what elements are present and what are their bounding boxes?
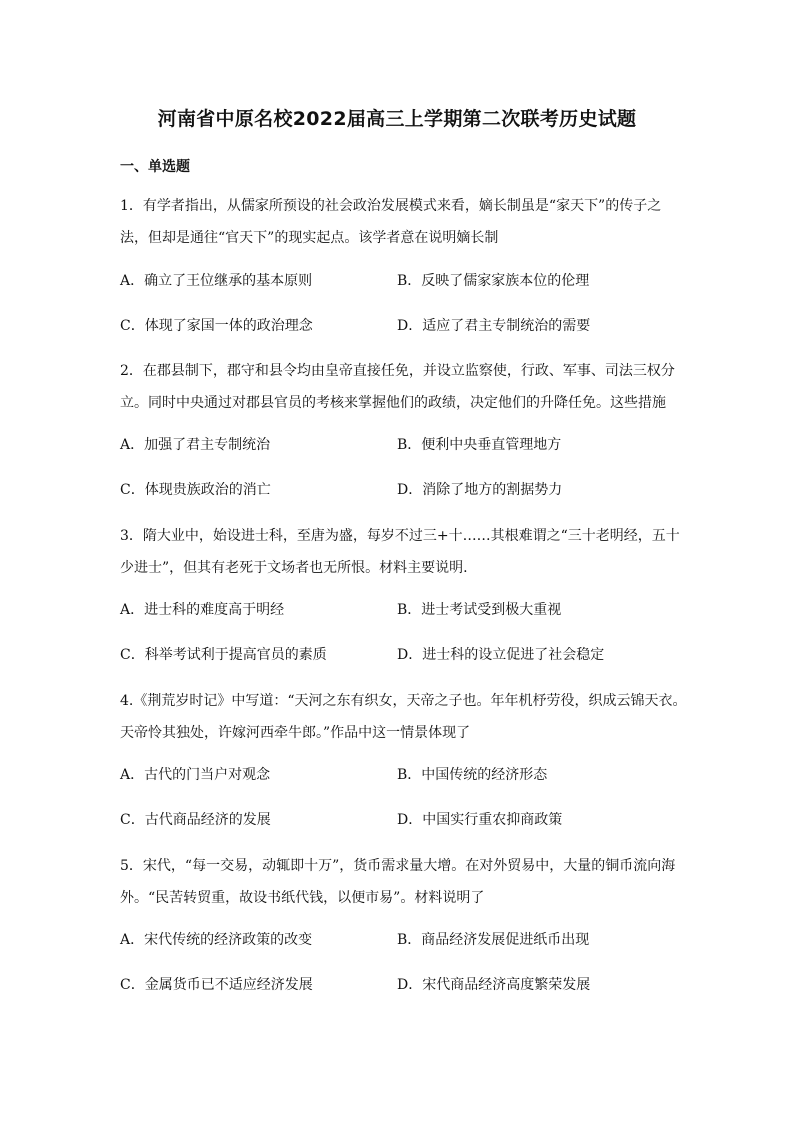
- page-title: 河南省中原名校2022届高三上学期第二次联考历史试题: [157, 108, 637, 130]
- option-d: D．宋代商品经济高度繁荣发展: [397, 977, 591, 993]
- option-c: C．古代商品经济的发展: [120, 812, 271, 828]
- options-1: [120, 270, 682, 360]
- option-d: D．中国实行重农抑商政策: [397, 812, 563, 828]
- question-5: [120, 850, 682, 914]
- option-a: A．确立了王位继承的基本原则: [120, 273, 313, 289]
- option-a: A．加强了君主专制统治: [120, 437, 271, 453]
- question-text-line: 法，但却是通往“官天下”的现实起点。该学者意在说明嫡长制: [120, 230, 499, 246]
- option-b: B．便利中央垂直管理地方: [397, 437, 562, 453]
- question-text-line: 外。“民苦转贸重，故设书纸代钱，以便市易”。材料说明了: [120, 890, 485, 906]
- option-a: A．宋代传统的经济政策的改变: [120, 932, 313, 948]
- option-a: A．进士科的难度高于明经: [120, 602, 285, 618]
- option-c: C．体现贵族政治的消亡: [120, 482, 271, 498]
- option-c: C．体现了家国一体的政治理念: [120, 318, 313, 334]
- option-b: B．商品经济发展促进纸币出现: [397, 932, 590, 948]
- option-d: D．适应了君主专制统治的需要: [397, 318, 591, 334]
- options-2: [120, 434, 682, 524]
- section-heading: 一、单选题: [120, 159, 190, 175]
- question-1: [120, 190, 682, 254]
- question-text-line: 3．隋大业中，始设进士科，至唐为盛，每岁不过三+十……其根难谓之“三十老明经，五十: [120, 528, 680, 544]
- question-text-line: 4.《荆荒岁时记》中写道：“天河之东有织女，天帝之子也。年年机杼劳役，织成云锦天衣。: [120, 693, 687, 709]
- option-c: C．金属货币已不适应经济发展: [120, 977, 313, 993]
- option-a: A．古代的门当户对观念: [120, 767, 271, 783]
- question-4: [120, 685, 687, 749]
- question-text-line: 2．在郡县制下，郡守和县令均由皇帝直接任免，并设立监察使，行政、军事、司法三权分: [120, 363, 675, 379]
- option-d: D．进士科的设立促进了社会稳定: [397, 647, 605, 663]
- question-text-line: 5．宋代，“每一交易，动辄即十万”，货币需求量大增。在对外贸易中，大量的铜币流向海: [120, 858, 676, 874]
- option-c: C．科举考试利于提高官员的素质: [120, 647, 327, 663]
- options-3: [120, 599, 682, 689]
- option-b: B．进士考试受到极大重视: [397, 602, 562, 618]
- options-4: [120, 764, 682, 854]
- question-text-line: 1．有学者指出，从儒家所预设的社会政治发展模式来看，嫡长制虽是“家天下”的传子之: [120, 198, 662, 214]
- option-b: B．中国传统的经济形态: [397, 767, 548, 783]
- options-5: [120, 929, 682, 1019]
- question-3: [120, 520, 682, 584]
- question-text-line: 天帝怜其独处，许嫁河西牵牛郎。”作品中这一情景体现了: [120, 725, 471, 741]
- option-d: D．消除了地方的割据势力: [397, 482, 563, 498]
- question-text-line: 少进士”，但其有老死于文场者也无所恨。材料主要说明.: [120, 560, 468, 576]
- question-text-line: 立。同时中央通过对郡县官员的考核来掌握他们的政绩，决定他们的升降任免。这些措施: [120, 395, 666, 411]
- question-2: [120, 355, 682, 419]
- option-b: B．反映了儒家家族本位的伦理: [397, 273, 590, 289]
